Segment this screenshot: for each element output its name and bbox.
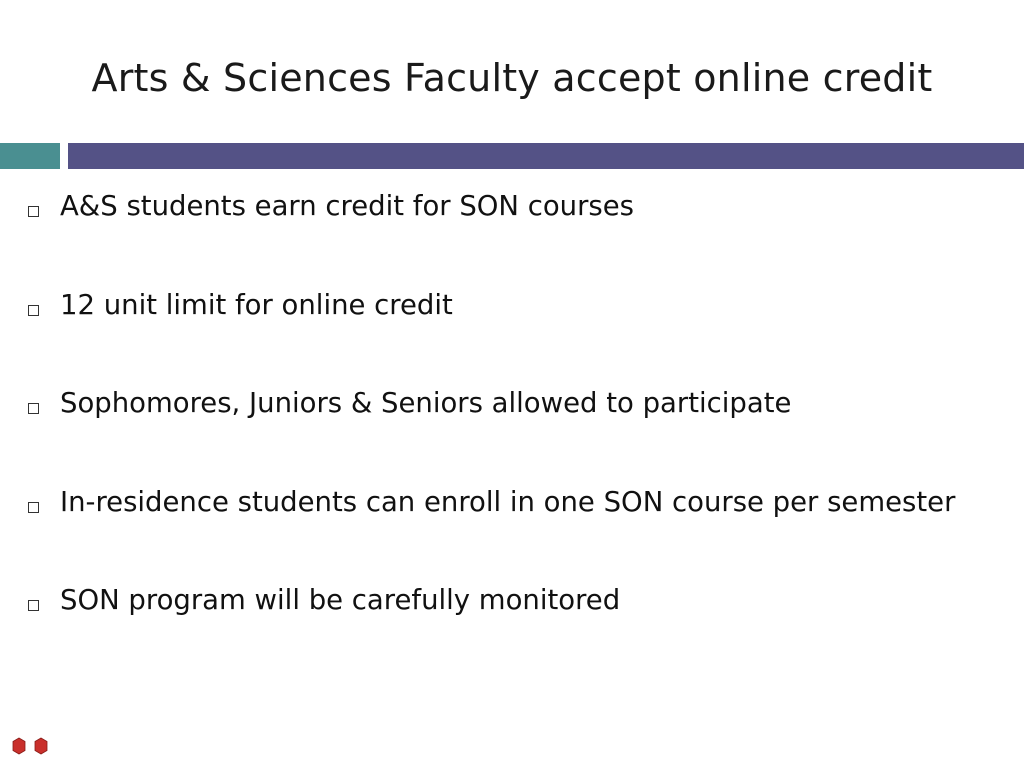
bullet-text: Sophomores, Juniors & Seniors allowed to participate (60, 387, 792, 419)
hollow-square-icon (28, 600, 39, 611)
bullet-item (0, 285, 1024, 384)
hollow-square-icon (28, 305, 39, 316)
hollow-square-icon (28, 403, 39, 414)
title-accent-bar-left (0, 143, 60, 169)
bullet-item (0, 383, 1024, 482)
red-hexagon-dots-icon (10, 736, 56, 758)
red-hexagon-icon (35, 738, 47, 754)
bullet-item (0, 580, 1024, 679)
bullet-item (0, 186, 1024, 285)
bullet-text: In-residence students can enroll in one SON course per semester (60, 485, 956, 518)
red-hexagon-icon (13, 738, 25, 754)
bullet-text: 12 unit limit for online credit (60, 288, 453, 321)
bullet-item (0, 482, 1024, 581)
hollow-square-icon (28, 206, 39, 217)
bullet-list (0, 186, 1024, 679)
title-accent-bar-right (68, 143, 1024, 169)
slide-title: Arts & Sciences Faculty accept online credit (91, 56, 933, 100)
hollow-square-icon (28, 502, 39, 513)
bullet-text: A&S students earn credit for SON courses (60, 190, 634, 222)
bullet-text: SON program will be carefully monitored (60, 584, 621, 616)
